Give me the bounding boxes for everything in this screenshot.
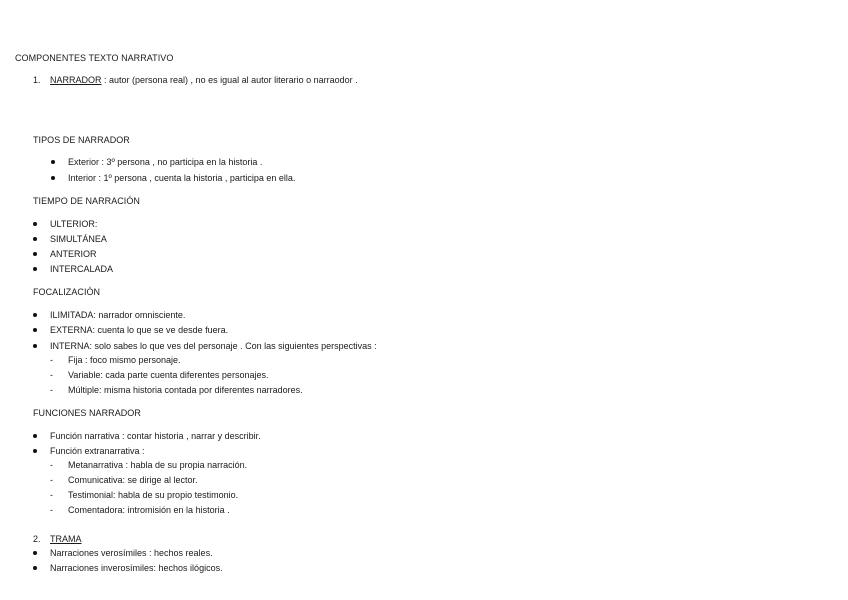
funciones-subitem-4: Comentadora: intromisión en la historia . bbox=[68, 505, 230, 515]
tipos-heading: TIPOS DE NARRADOR bbox=[33, 135, 130, 145]
narrador-label: NARRADOR bbox=[50, 75, 102, 85]
item-2-number: 2. bbox=[33, 534, 41, 544]
bullet-icon bbox=[33, 344, 37, 348]
tiempo-item-3: ANTERIOR bbox=[50, 249, 97, 259]
tiempo-heading: TIEMPO DE NARRACIÓN bbox=[33, 196, 140, 206]
focalizacion-subitem-3: Múltiple: misma historia contada por diferentes narradores. bbox=[68, 385, 303, 395]
dash-marker: - bbox=[50, 490, 53, 500]
bullet-icon bbox=[33, 566, 37, 570]
trama-item-2: Narraciones inverosímiles: hechos ilógicos. bbox=[50, 563, 223, 573]
document-title: COMPONENTES TEXTO NARRATIVO bbox=[15, 53, 174, 63]
bullet-icon bbox=[51, 176, 55, 180]
focalizacion-subitem-2: Variable: cada parte cuenta diferentes personajes. bbox=[68, 370, 269, 380]
funciones-heading: FUNCIONES NARRADOR bbox=[33, 408, 141, 418]
dash-marker: - bbox=[50, 355, 53, 365]
dash-marker: - bbox=[50, 505, 53, 515]
tiempo-item-2: SIMULTÁNEA bbox=[50, 234, 107, 244]
focalizacion-subitem-1: Fija : foco mismo personaje. bbox=[68, 355, 181, 365]
focalizacion-heading: FOCALIZACIÓN bbox=[33, 287, 101, 297]
trama-item-1: Narraciones verosímiles : hechos reales. bbox=[50, 548, 213, 558]
narrador-text: : autor (persona real) , no es igual al autor literario o narraodor . bbox=[101, 75, 358, 85]
funciones-subitem-1: Metanarrativa : habla de su propia narración. bbox=[68, 460, 248, 470]
tipos-item-2: Interior : 1º persona , cuenta la historia , participa en ella. bbox=[68, 173, 296, 183]
funciones-subitem-3: Testimonial: habla de su propio testimonio. bbox=[68, 490, 239, 500]
tiempo-item-1: ULTERIOR: bbox=[50, 219, 98, 229]
bullet-icon bbox=[33, 313, 37, 317]
item-1-number: 1. bbox=[33, 75, 41, 85]
tipos-item-1: Exterior : 3º persona , no participa en la historia . bbox=[68, 157, 263, 167]
focalizacion-item-1: ILIMITADA: narrador omnisciente. bbox=[50, 310, 186, 320]
bullet-icon bbox=[33, 551, 37, 555]
focalizacion-item-2: EXTERNA: cuenta lo que se ve desde fuera. bbox=[50, 325, 229, 335]
funciones-item-2: Función extranarrativa : bbox=[50, 446, 145, 456]
bullet-icon bbox=[33, 449, 37, 453]
bullet-icon bbox=[33, 434, 37, 438]
bullet-icon bbox=[33, 237, 37, 241]
dash-marker: - bbox=[50, 460, 53, 470]
item-1-line bbox=[50, 75, 358, 86]
bullet-icon bbox=[51, 160, 55, 164]
funciones-subitem-2: Comunicativa: se dirige al lector. bbox=[68, 475, 198, 485]
dash-marker: - bbox=[50, 370, 53, 380]
dash-marker: - bbox=[50, 475, 53, 485]
funciones-item-1: Función narrativa : contar historia , narrar y describir. bbox=[50, 431, 261, 441]
dash-marker: - bbox=[50, 385, 53, 395]
tiempo-item-4: INTERCALADA bbox=[50, 264, 114, 274]
bullet-icon bbox=[33, 252, 37, 256]
trama-label: TRAMA bbox=[50, 534, 82, 544]
bullet-icon bbox=[33, 222, 37, 226]
focalizacion-item-3: INTERNA: solo sabes lo que ves del personaje . Con las siguientes perspectivas : bbox=[50, 341, 377, 351]
bullet-icon bbox=[33, 328, 37, 332]
bullet-icon bbox=[33, 267, 37, 271]
